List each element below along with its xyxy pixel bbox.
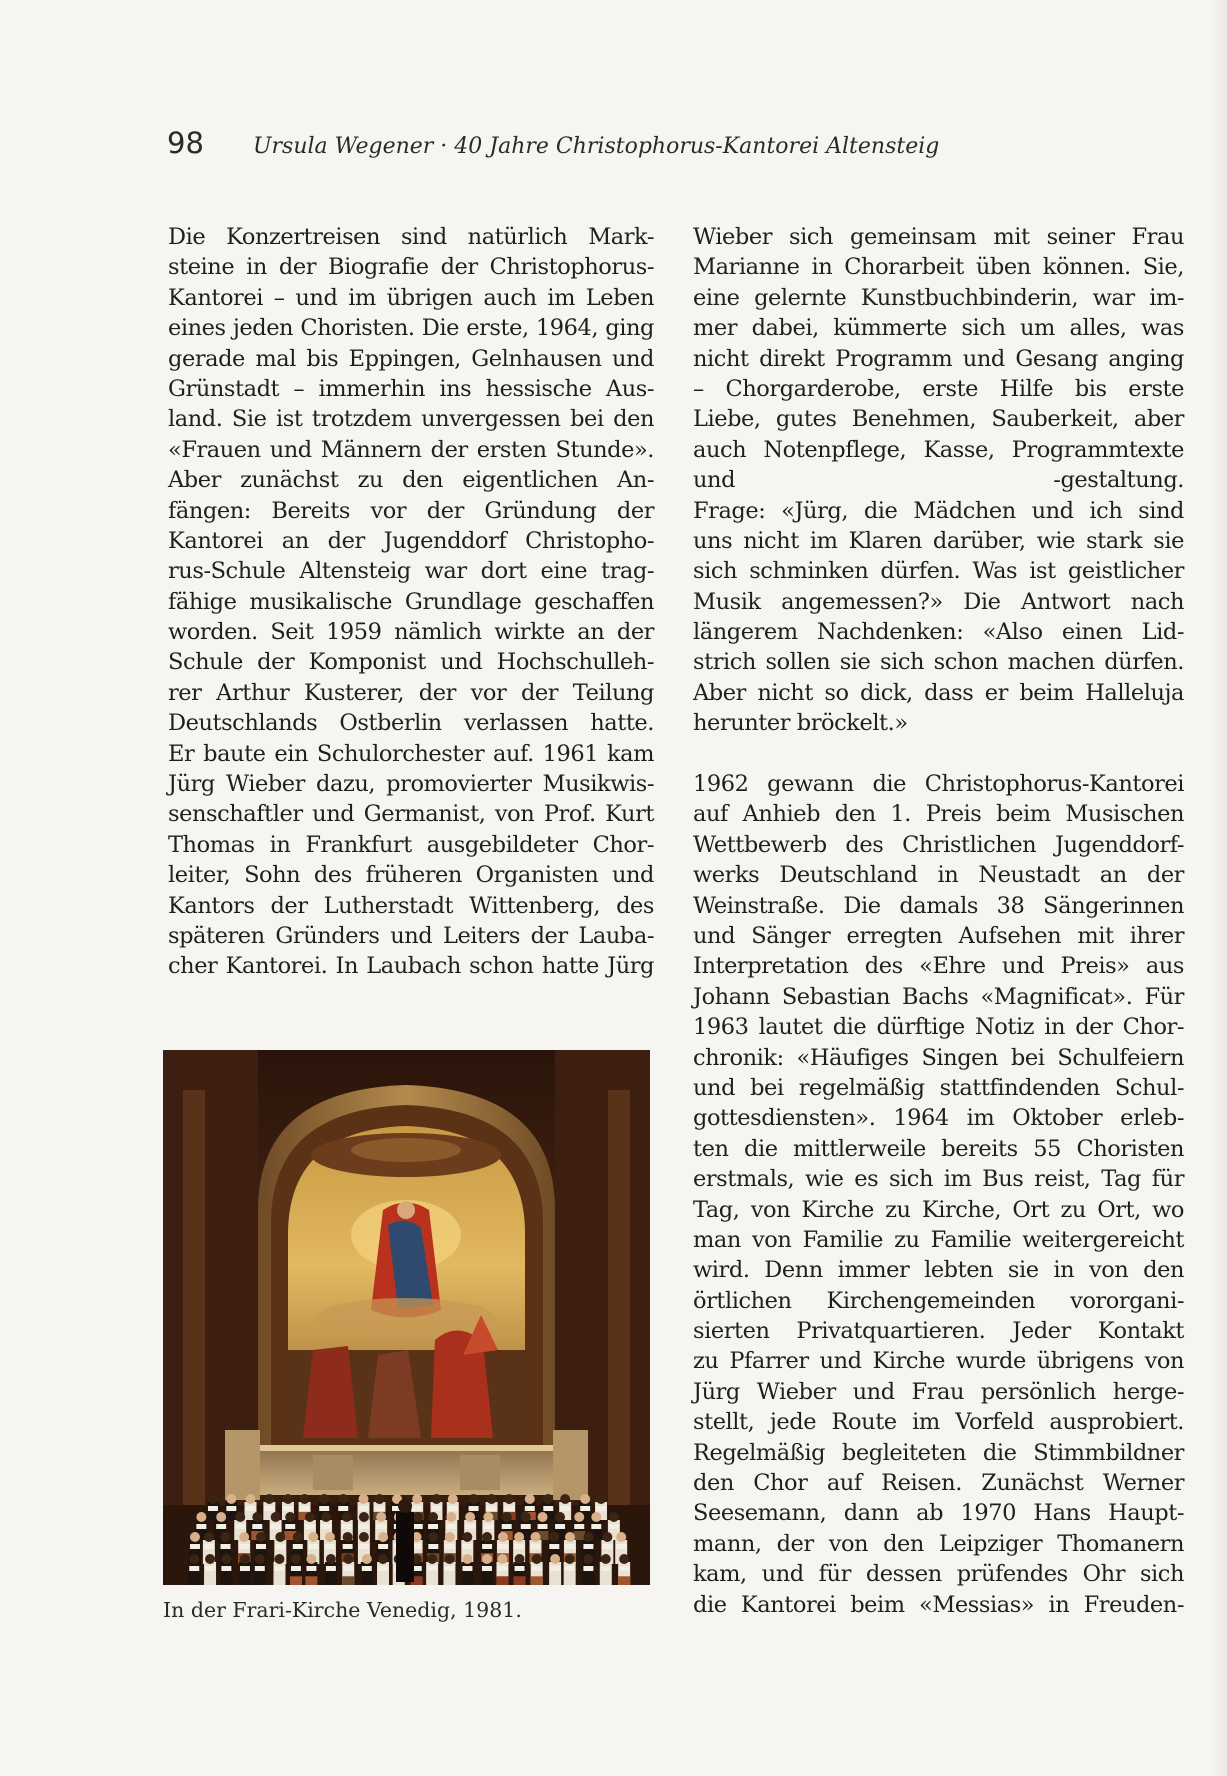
text-line: zu Pfarrer und Kirche wurde übrigens von (693, 1348, 1184, 1375)
text-line: und -gestaltung. (693, 467, 1184, 494)
text-line: und bei regelmäßig stattfindenden Schul- (693, 1074, 1184, 1101)
text-line: erstmals, wie es sich im Bus reist, Tag für (693, 1166, 1184, 1193)
text-line: Musik angemessen?» Die Antwort nach (693, 588, 1184, 615)
text-line: wird. Denn immer lebten sie in von den (693, 1257, 1184, 1284)
running-title: Ursula Wegener · 40 Jahre Christophorus-Kantorei Altensteig (253, 134, 940, 159)
text-line: Tag, von Kirche zu Kirche, Ort zu Ort, wo (693, 1196, 1184, 1223)
text-line: Die Konzertreisen sind natürlich Mark- (168, 224, 654, 250)
text-line: ten die mittlerweile bereits 55 Choristen (693, 1135, 1184, 1162)
text-line: Wieber sich gemeinsam mit seiner Frau (693, 224, 1184, 250)
text-line: die Kantorei beim «Messias» in Freuden- (693, 1591, 1184, 1618)
text-line: gerade mal bis Eppingen, Gelnhausen und (168, 345, 654, 372)
text-line: und Sänger erregten Aufsehen mit ihrer (693, 922, 1184, 949)
text-line: Jürg Wieber und Frau persönlich herge- (693, 1378, 1184, 1405)
right-text-column (693, 222, 1184, 1620)
text-line: 1963 lautet die dürftige Notiz in der Chor- (693, 1014, 1184, 1041)
text-line: örtlichen Kirchengemeinden vororgani- (693, 1287, 1184, 1314)
text-line: werks Deutschland in Neustadt an der (693, 862, 1184, 889)
text-line: den Chor auf Reisen. Zunächst Werner (693, 1470, 1184, 1497)
text-line: Marianne in Chorarbeit üben können. Sie, (693, 254, 1184, 281)
text-line: senschaftler und Germanist, von Prof. Kurt (168, 801, 654, 828)
text-line: gottesdiensten». 1964 im Oktober erleb- (693, 1105, 1184, 1132)
text-line: Grünstadt – immerhin ins hessische Aus- (168, 375, 654, 402)
text-line: auch Notenpflege, Kasse, Programmtexte (693, 436, 1184, 463)
text-line: späteren Gründers und Leiters der Lauba- (168, 922, 654, 949)
page-number: 98 (167, 126, 204, 160)
text-line: eines jeden Choristen. Die erste, 1964, ging (168, 315, 654, 342)
text-line: chronik: «Häufiges Singen bei Schulfeiern (693, 1044, 1184, 1071)
text-line: herunter bröckelt.» (693, 710, 908, 737)
concert-photo (163, 1050, 650, 1585)
text-line: auf Anhieb den 1. Preis beim Musischen (693, 801, 1184, 828)
text-line: steine in der Biografie der Christophorus- (168, 254, 654, 281)
text-line: man von Familie zu Familie weitergereicht (693, 1226, 1184, 1253)
text-line: Weinstraße. Die damals 38 Sängerinnen (693, 892, 1184, 919)
text-line: fängen: Bereits vor der Gründung der (168, 497, 654, 524)
text-line: uns nicht im Klaren darüber, wie stark sie (693, 527, 1184, 554)
text-line: Schule der Komponist und Hochschulleh- (168, 649, 654, 676)
text-line: Aber nicht so dick, dass er beim Halleluja (693, 679, 1184, 706)
text-line: Frage: «Jürg, die Mädchen und ich sind (693, 497, 1184, 524)
text-line: 1962 gewann die Christophorus-Kantorei (693, 771, 1184, 798)
text-line: strich sollen sie sich schon machen dürfen. (693, 649, 1184, 676)
text-line: Kantorei an der Jugenddorf Christopho- (168, 527, 654, 554)
text-line: Johann Sebastian Bachs «Magnificat». Für (693, 983, 1184, 1010)
text-line: Kantors der Lutherstadt Wittenberg, des (168, 892, 654, 919)
text-line: rer Arthur Kusterer, der vor der Teilung (168, 679, 654, 706)
text-line: eine gelernte Kunstbuchbinderin, war im- (693, 284, 1184, 311)
text-line: Thomas in Frankfurt ausgebildeter Chor- (168, 831, 654, 858)
left-text-column (168, 222, 654, 982)
text-line: Seesemann, dann ab 1970 Hans Haupt- (693, 1500, 1184, 1527)
text-line: leiter, Sohn des früheren Organisten und (168, 862, 654, 889)
text-line: rus-Schule Altensteig war dort eine trag- (168, 558, 654, 585)
paragraph-gap (693, 739, 1184, 769)
text-line: cher Kantorei. In Laubach schon hatte Jürg (168, 953, 654, 980)
text-line: Er baute ein Schulorchester auf. 1961 kam (168, 740, 654, 767)
text-line: nicht direkt Programm und Gesang anging (693, 345, 1184, 372)
text-line: Regelmäßig begleiteten die Stimmbildner (693, 1439, 1184, 1466)
text-line: – Chorgarderobe, erste Hilfe bis erste (693, 375, 1184, 402)
text-line: Interpretation des «Ehre und Preis» aus (693, 953, 1184, 980)
page-edge-shadow (1209, 0, 1227, 1776)
text-line: mer dabei, kümmerte sich um alles, was (693, 315, 1184, 342)
text-line: Liebe, gutes Benehmen, Sauberkeit, aber (693, 406, 1184, 433)
text-line: längerem Nachdenken: «Also einen Lid- (693, 619, 1184, 646)
text-line: Kantorei – und im übrigen auch im Leben (168, 284, 654, 311)
text-line: mann, der von den Leipziger Thomanern (693, 1530, 1184, 1557)
text-line: worden. Seit 1959 nämlich wirkte an der (168, 619, 654, 646)
text-line: sich schminken dürfen. Was ist geistlicher (693, 558, 1184, 585)
text-line: Aber zunächst zu den eigentlichen An- (168, 467, 654, 494)
text-line: land. Sie ist trotzdem unvergessen bei den (168, 406, 654, 433)
text-line: fähige musikalische Grundlage geschaffen (168, 588, 654, 615)
text-line: sierten Privatquartieren. Jeder Kontakt (693, 1318, 1184, 1345)
text-line: Wettbewerb des Christlichen Jugenddorf- (693, 831, 1184, 858)
photo-caption: In der Frari-Kirche Venedig, 1981. (163, 1598, 522, 1622)
page-header (167, 126, 1067, 166)
text-line: stellt, jede Route im Vorfeld ausprobiert. (693, 1409, 1184, 1436)
text-line: Jürg Wieber dazu, promovierter Musikwis- (168, 771, 654, 798)
text-line: kam, und für dessen prüfendes Ohr sich (693, 1561, 1184, 1588)
text-line: «Frauen und Männern der ersten Stunde». (168, 436, 654, 463)
text-line: Deutschlands Ostberlin verlassen hatte. (168, 710, 654, 737)
